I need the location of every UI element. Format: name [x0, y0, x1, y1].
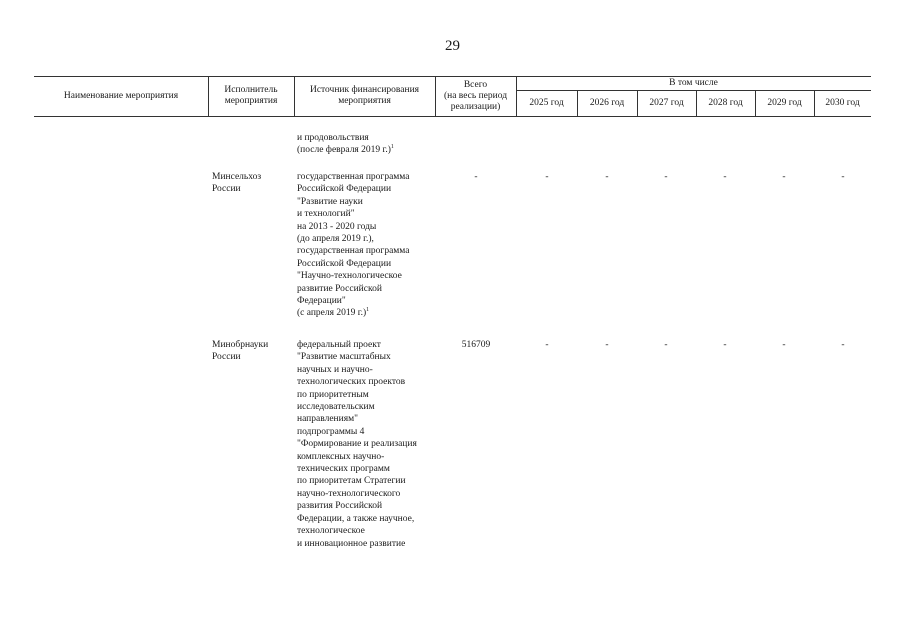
row-2-value-2027: -	[664, 340, 668, 350]
row-2-value-2030: -	[841, 340, 845, 350]
source-line: государственная программа	[297, 172, 410, 182]
source-line: (до апреля 2019 г.),	[297, 234, 374, 245]
source-line: Федерации, а также научное,	[297, 513, 415, 524]
row-1-value-2030: -	[841, 172, 845, 182]
source-line: развитие Российской	[297, 283, 382, 294]
source-line-text: (с апреля 2019 г.)	[297, 308, 367, 319]
header-total	[435, 76, 516, 116]
row-1-value-2029: -	[782, 172, 786, 182]
source-line: федеральный проект	[297, 340, 381, 350]
row-1-value-2027: -	[664, 172, 668, 182]
source-line: "Научно-технологическое	[297, 271, 402, 282]
header-year-2030: 2030 год	[825, 97, 860, 108]
source-line: технологических проектов	[297, 377, 406, 388]
header-year-2027: 2027 год	[649, 97, 684, 108]
row-1-value-2026: -	[605, 172, 609, 182]
source-line: на 2013 - 2020 годы	[297, 221, 377, 232]
header-bottom-rule	[34, 116, 871, 117]
source-line: и продовольствия	[297, 133, 369, 143]
source-line: "Формирование и реализация	[297, 439, 417, 450]
header-including	[516, 76, 871, 90]
source-line: и технологий"	[297, 209, 355, 220]
header-year-2026: 2026 год	[589, 97, 625, 108]
source-line: Федерации"	[297, 296, 346, 307]
executor-line: Минсельхоз	[212, 172, 262, 182]
header-event-name	[34, 76, 208, 116]
header-event-name-label: Наименование мероприятия	[63, 90, 179, 101]
header-source-line: Источник финансирования	[309, 85, 420, 95]
row-1-funding-source	[297, 171, 409, 320]
header-source-line: мероприятия	[338, 96, 391, 106]
source-line: научных и научно-	[297, 364, 373, 375]
row-1-total: -	[474, 172, 478, 182]
header-funding-source	[294, 76, 435, 116]
header-total-line: реализации)	[450, 101, 501, 112]
row-2-value-2026: -	[605, 340, 609, 350]
header-total-line: Всего	[463, 79, 488, 90]
source-line: Российской Федерации	[297, 258, 392, 269]
source-line: комплексных научно-	[297, 451, 385, 462]
source-line: технических программ	[297, 464, 390, 475]
source-line: Российской Федерации	[297, 184, 392, 195]
header-executor	[208, 76, 294, 116]
header-year-2025: 2025 год	[529, 97, 564, 108]
footnote-marker: 1	[366, 307, 370, 314]
header-executor-line: Исполнитель	[224, 85, 278, 95]
row-2-value-2028: -	[723, 340, 727, 350]
row-2-value-2029: -	[782, 340, 786, 350]
executor-line: России	[212, 352, 241, 363]
source-line: направлениям"	[297, 414, 358, 425]
header-executor-line: мероприятия	[224, 96, 278, 106]
row-2-funding-source	[297, 339, 417, 550]
row-1-executor	[212, 171, 261, 196]
header-total-line: (на весь период	[443, 90, 508, 101]
row-1-value-2025: -	[545, 172, 549, 182]
source-line-text: (после февраля 2019 г.)	[297, 145, 391, 156]
row-0-funding-source	[297, 132, 394, 157]
row-2-value-2025: -	[545, 340, 549, 350]
row-2-total: 516709	[461, 340, 491, 350]
executor-line: Минобрнауки	[212, 340, 269, 350]
source-line: по приоритетным	[297, 389, 369, 400]
source-line: и инновационное развитие	[297, 538, 406, 549]
source-line: "Развитие науки	[297, 196, 363, 207]
header-year-2028: 2028 год	[708, 97, 743, 108]
source-line: развития Российской	[297, 501, 383, 512]
source-line: государственная программа	[297, 246, 410, 257]
source-line: подпрограммы 4	[297, 426, 365, 437]
source-line: по приоритетам Стратегии	[297, 476, 406, 487]
source-line: технологическое	[297, 526, 365, 537]
source-line: "Развитие масштабных	[297, 352, 391, 363]
source-line: научно-технологического	[297, 488, 401, 499]
footnote-marker: 1	[390, 144, 394, 151]
executor-line: России	[212, 184, 241, 195]
source-line	[297, 144, 394, 156]
source-line: исследовательским	[297, 402, 375, 413]
source-line	[297, 307, 409, 319]
row-1-value-2028: -	[723, 172, 727, 182]
header-including-label: В том числе	[669, 77, 718, 88]
row-2-executor	[212, 339, 268, 364]
page-number: 29	[445, 38, 460, 54]
header-year-2029: 2029 год	[767, 97, 802, 108]
